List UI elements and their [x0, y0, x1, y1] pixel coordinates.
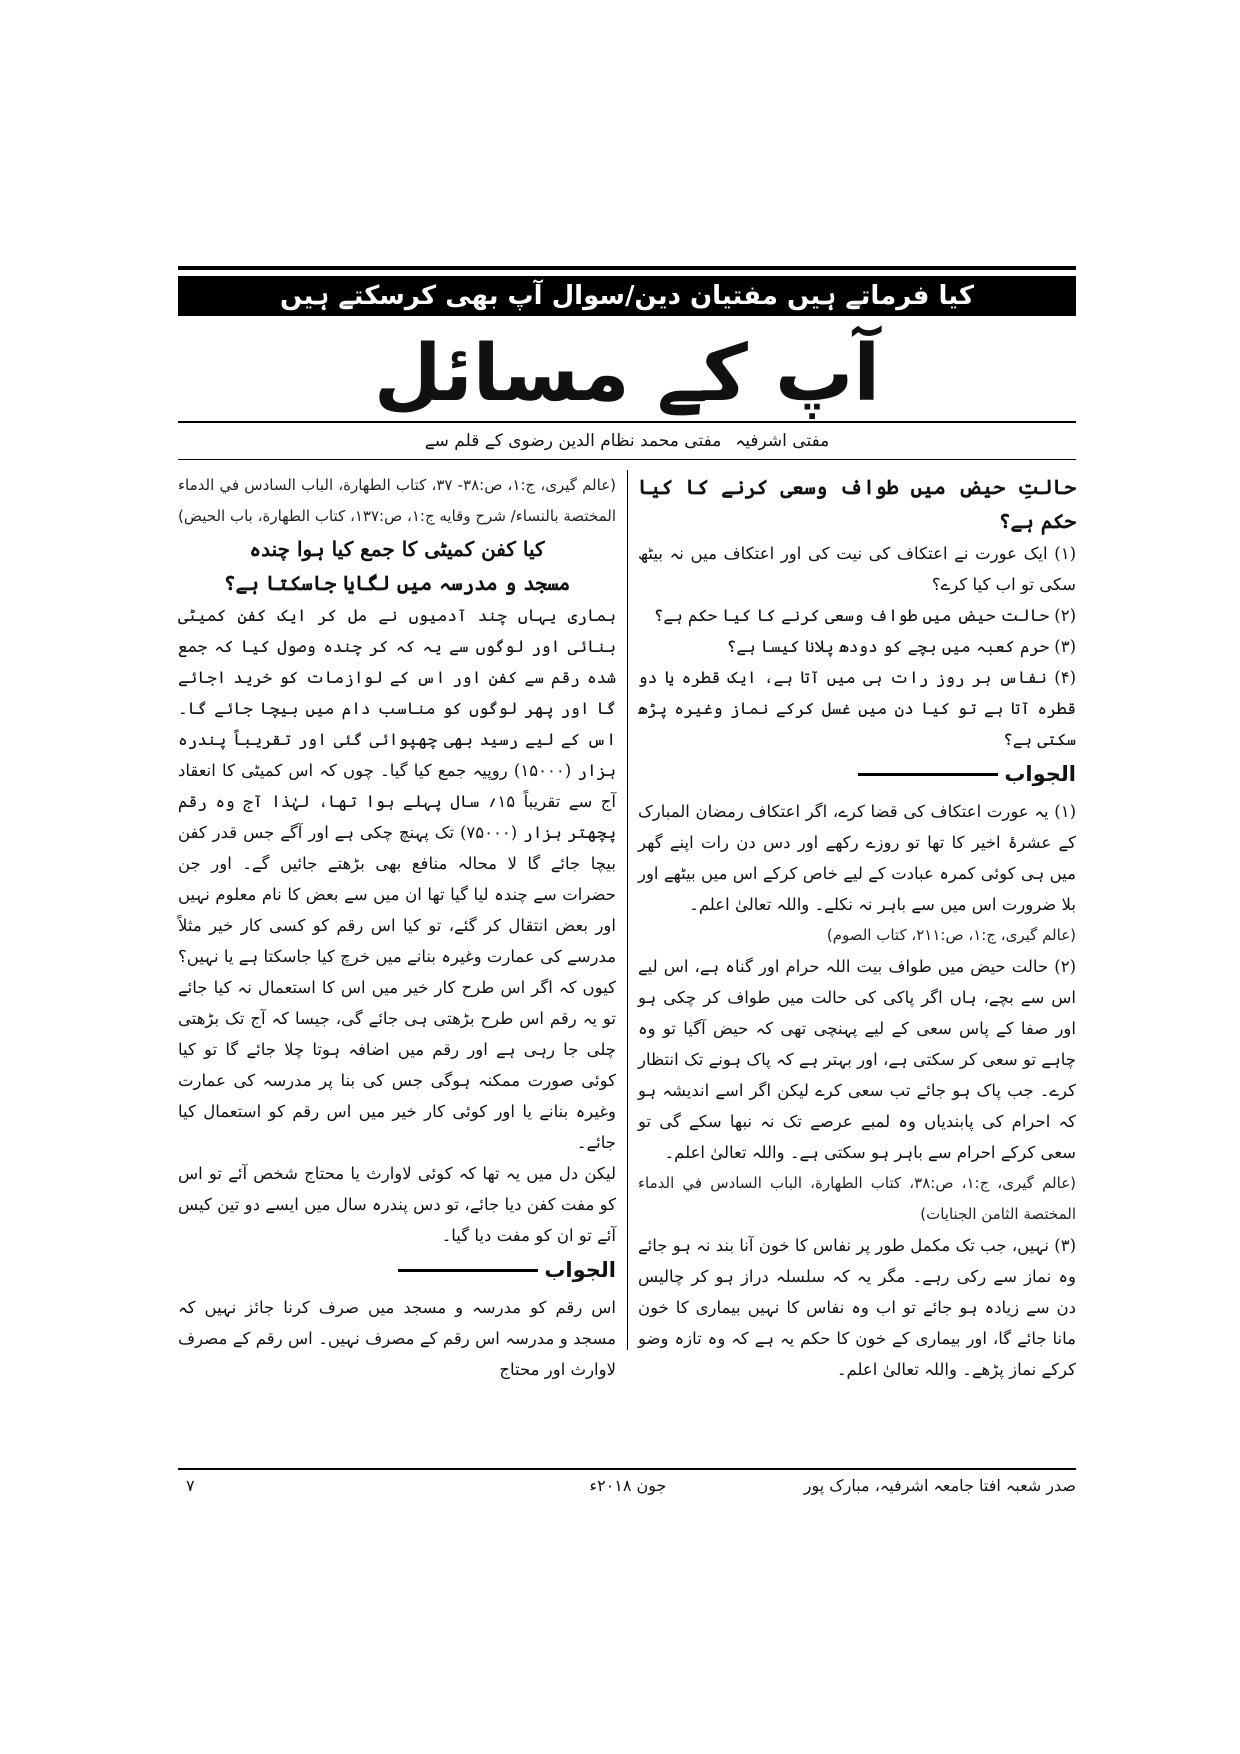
reference: (عالم گیری، ج:۱، ص:۲۱۱، کتاب الصوم) — [826, 926, 1076, 944]
answer-label: الجواب — [1004, 762, 1076, 786]
answer-underline — [858, 773, 998, 776]
column-divider — [627, 470, 628, 1350]
title-divider — [178, 421, 1076, 423]
top-rule — [178, 266, 1076, 270]
question-item: (۲) حالت حیض میں طواف وسعی کرنے کا کیا حکم ہے؟ — [653, 606, 1076, 625]
answer-paragraph: (۱) یہ عورت اعتکاف کی قضا کرے، اگر اعتکاف رمضان المبارک کے عشرۂ اخیر کا تھا تو روزے رکھے اور دس دن رات اپنے گھر میں ہی کوئی کمرہ عبادت کے لیے خاص کرکے اس میں بیٹھے اور بلا ضرورت اس میں سے باہر نہ نکلے۔ واللہ تعالیٰ اعلم۔ — [638, 802, 1076, 914]
byline — [178, 426, 1076, 456]
page-title: آپ کے مسائل — [373, 329, 881, 419]
answer-paragraph: اس رقم کو مدرسہ و مسجد میں صرف کرنا جائز نہیں کہ مسجد و مدرسہ اس رقم کے مصرف نہیں۔ اس رقم کے مصرف لاوارث اور محتاج — [178, 1298, 616, 1379]
footer-divider — [178, 1468, 1076, 1470]
question-heading: کیا کفن کمیٹی کا جمع کیا ہوا چندہ — [249, 537, 545, 561]
answer-underline — [398, 1269, 538, 1272]
section-banner: کیا فرماتے ہیں مفتیان دین/سوال آپ بھی کرسکتے ہیں — [178, 276, 1076, 316]
question-item: (۱) ایک عورت نے اعتکاف کی نیت کی اور اعتکاف میں نہ بیٹھ سکی تو اب کیا کرے؟ — [638, 544, 1076, 594]
answer-paragraph: (۲) حالت حیض میں طواف بیت اللہ حرام اور گناہ ہے، اس لیے اس سے بچے، ہاں اگر پاکی کی حالت میں طواف کر چکی ہو اور صفا کے پاس سعی کے لیے پہنچی تھی کہ حیض آگیا تو وہ چاہے تو سعی کر سکتی ہے، اور بہتر ہے کہ پاک ہونے تک انتظار کرے۔ جب پاک ہو جائے تب سعی کرے لیکن اگر اسے اندیشہ ہو کہ احرام کی پابندیاں وہ لمبے عرصے تک نہ نبھا سکے گی تو سعی کرکے احرام سے باہر ہو سکتی ہے۔ واللہ تعالیٰ اعلم۔ — [638, 957, 1076, 1162]
answer-paragraph: (۳) نہیں، جب تک مکمل طور پر نفاس کا خون آنا بند نہ ہو جائے وہ نماز سے رکی رہے۔ مگر یہ کہ سلسلہ دراز ہو کر چالیس دن سے زیادہ ہو جائے تو اب وہ نفاس کا نہیں بیماری کا خون مانا جائے گا، اور بیماری کے خون کا حکم یہ ہے کہ وہ تازہ وضو کرکے نماز پڑھے۔ واللہ تعالیٰ اعلم۔ — [638, 1236, 1076, 1379]
question-item: (۳) حرم کعبہ میں بچے کو دودھ پلانا کیسا ہے؟ — [726, 637, 1076, 656]
magazine-page — [178, 266, 1076, 1498]
question-paragraph: ہماری یہاں چند آدمیوں نے مل کر ایک کفن کمیٹی بنائی اور لوگوں سے یہ کہ کر چندہ وصول کیا کہ جمع شدہ رقم سے کفن اور اس کے لوازمات کو خرید اجائے گا اور پھر لوگوں کو مناسب دام میں بیچا جائے گا۔ اس کے لیے رسید بھی چھپوائی گئی اور تقریباً پندرہ ہزار (۱۵۰۰۰) روپیہ جمع کیا گیا۔ چوں کہ اس کمیٹی کا انعقاد آج سے تقریباً ۱۵؍ سال پہلے ہوا تھا، لہٰذا آج وہ رقم پچھتر ہزار (۷۵۰۰۰) تک پہنچ چکی ہے اور آگے جس قدر کفن بیچا جائے گا لا محالہ منافع بھی بڑھتے جائیں گے۔ اور جن حضرات سے چندہ لیا گیا تھا ان میں سے بعض کا نام معلوم نہیں اور بعض انتقال کر گئے، تو کیا اس رقم کو کسی کار خیر مثلاً مدرسے کی عمارت وغیرہ بنانے میں خرچ کیا جاسکتا ہے یا نہیں؟ کیوں کہ اگر اس طرح کار خیر میں اس کا استعمال نہ کیا جائے تو یہ رقم اس طرح بڑھتی ہی جائے گی، جیسا کہ آج تک بڑھتی چلی جا رہی ہے اور رقم میں اضافہ ہوتا چلا جائے گا تو کیا کوئی صورت ممکنہ ہوگی جس کی بنا پر مدرسہ کی عمارت وغیرہ بنانے یا اور کوئی کار خیر میں اس رقم کو استعمال کیا جائے۔ — [178, 606, 617, 1152]
reference: (عالم گیری، ج:۱، ص:۳۸، کتاب الطهارة، الباب السادس في الدماء المختصة الثامن الجنايات) — [638, 1174, 1076, 1223]
footer-date: جون ۲۰۱۸ء — [589, 1476, 667, 1495]
reference: (عالم گیری، ج:۱، ص:۳۸- ۳۷، کتاب الطهارة، الباب السادس في الدماء المختصة بالنساء/ شرح وقايه ج:۱، ص:۱۳۷، کتاب الطهارة، باب الحيض) — [178, 476, 616, 525]
byline-divider — [178, 459, 1076, 460]
answer-marker — [638, 759, 1076, 790]
byline-author: مفتی محمد نظام الدین رضوی کے قلم سے — [424, 431, 722, 451]
left-column — [178, 470, 617, 1379]
byline-prefix: مفتی اشرفیہ — [735, 431, 830, 451]
question-paragraph: لیکن دل میں یہ تھا کہ کوئی لاوارث یا محتاج شخص آئے تو اس کو مفت کفن دیا جائے، تو دس پندرہ سال میں ایسے دو تین کیس آئے تو ان کو مفت دیا گیا۔ — [178, 1164, 616, 1245]
question-item: (۴) نفاس ہر روز رات ہی میں آتا ہے، ایک قطرہ یا دو قطرہ آتا ہے تو کیا دن میں غسل کرکے نماز وغیرہ پڑھ سکتی ہے؟ — [638, 668, 1076, 749]
page-number: ۷ — [186, 1476, 195, 1495]
answer-marker — [178, 1255, 616, 1286]
question-heading: حالتِ حیض میں طواف وسعی کرنے کا کیا حکم ہے؟ — [638, 475, 1076, 533]
page-footer — [178, 1472, 1076, 1500]
answer-label: الجواب — [544, 1258, 616, 1282]
footer-publisher: صدر شعبہ افتا جامعہ اشرفیہ، مبارک پور — [803, 1476, 1076, 1495]
question-heading: مسجد و مدرسہ میں لگایا جاسکتا ہے؟ — [223, 571, 571, 595]
right-column — [638, 470, 1076, 1379]
